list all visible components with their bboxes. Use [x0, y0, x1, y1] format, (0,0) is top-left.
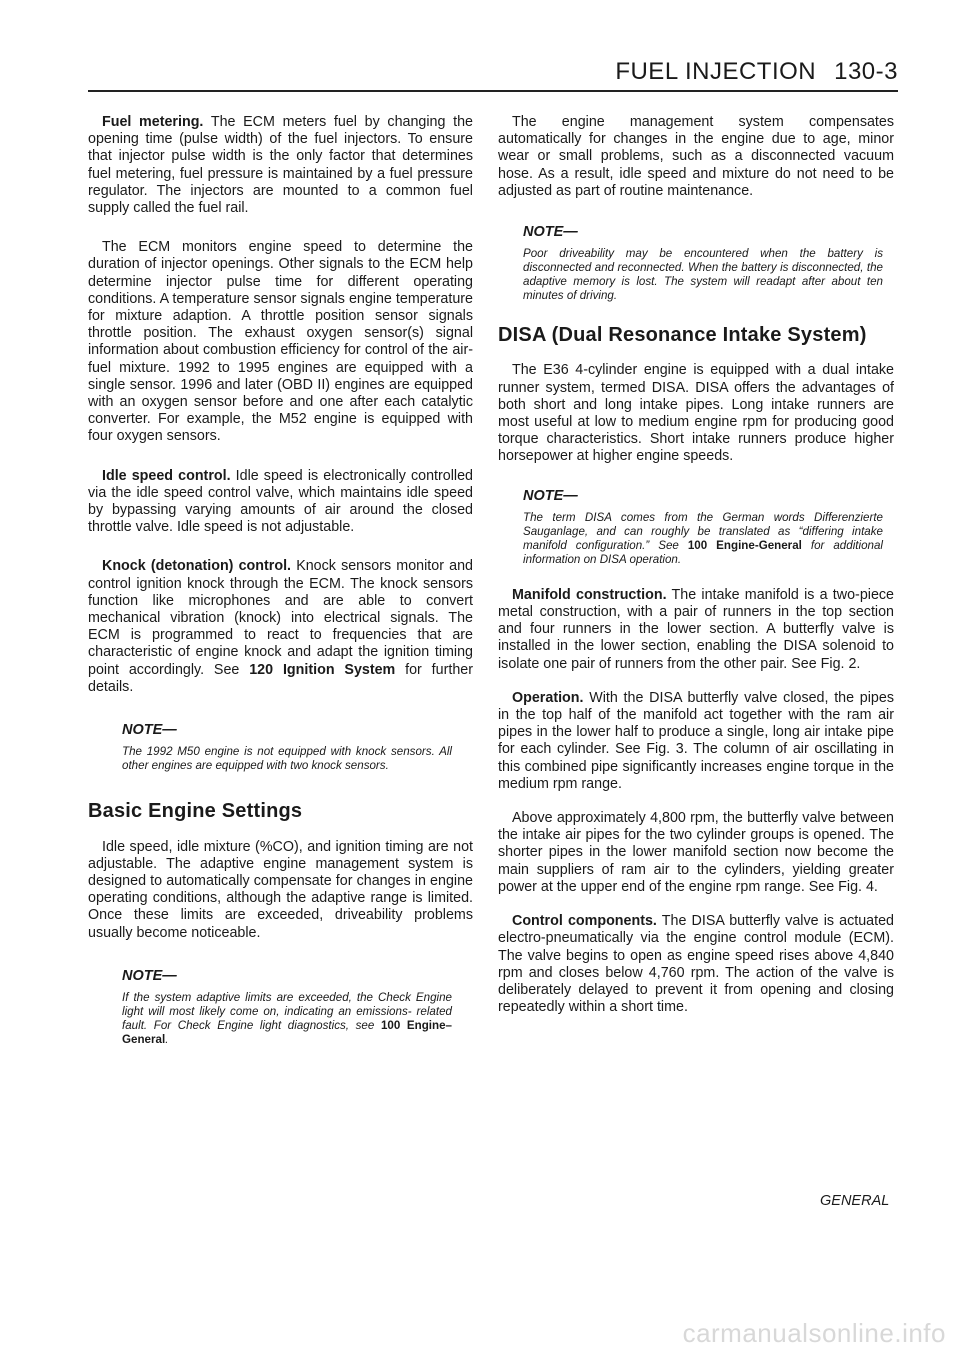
ref-engine-general: 100 Engine-General	[687, 538, 802, 552]
paragraph-basic-settings: Idle speed, idle mixture (%CO), and ignition timing are not adjustable. The adaptive engine management system is designed to automatically compensate for changes in engine operating conditions, although the adaptive range is limited. Once these limits are exceeded, driveability problems usually become noticeable.	[88, 838, 473, 941]
lead-operation: Operation.	[512, 689, 584, 706]
paragraph-idle-speed	[88, 468, 473, 537]
page-number: 130-3	[834, 58, 898, 85]
paragraph-operation	[498, 690, 894, 793]
text-fuel-metering: The ECM meters fuel by changing the opening time (pulse width) of the fuel injectors. To ensure that injector pulse width is the only factor that determines fuel metering, fuel pressure is maintained by a fuel pressure regulator. The injectors are mounted to a common fuel supply called the fuel rail.	[88, 114, 473, 217]
note-text: The term DISA comes from the German words Differenzierte Sauganlage, and can roughly be translated as “differing intake manifold configuration.” See	[523, 510, 883, 552]
ref-engine-general: 100 Engine–General	[122, 1018, 452, 1046]
page-header	[568, 58, 898, 86]
note-disa-term	[523, 488, 883, 567]
paragraph-manifold-construction	[498, 587, 894, 673]
paragraph-compensates: The engine management system compensates automatically for changes in the engine due to age, minor wear or small problems, such as a disconnected vacuum hose. As a result, idle speed and mixture do not need to be adjusted as part of routine maintenance.	[498, 114, 894, 199]
lead-idle-speed: Idle speed control.	[102, 467, 231, 484]
lead-knock-control: Knock (detonation) control.	[102, 558, 292, 575]
heading-basic-engine-settings: Basic Engine Settings	[88, 800, 303, 823]
paragraph-above-4800: Above approximately 4,800 rpm, the butterfly valve between the intake air pipes for the two cylinder groups is opened. The shorter pipes in the lower manifold section now become the main suppliers of ram air to the cylinders, yielding greater power at the upper end of the engine rpm range. See Fig. 4.	[498, 810, 894, 895]
watermark: carmanualsonline.info	[682, 1318, 946, 1348]
text-knock-control: Knock sensors monitor and control ignition knock through the ECM. The knock sensors function like microphones and are able to convert mechanical vibration (knock) into electrical signals. The ECM is programmed to react to frequencies that are characteristic of engine knock and adapt the ignition timing point accordingly. See	[88, 558, 473, 678]
paragraph-knock-control	[88, 558, 473, 696]
note-body	[122, 991, 452, 1047]
footer-label: GENERAL	[820, 1193, 890, 1209]
note-title: NOTE—	[523, 224, 578, 241]
ref-ignition-system: 120 Ignition System	[249, 661, 396, 678]
note-tail: .	[165, 1032, 169, 1046]
paragraph-control-components	[498, 913, 894, 1016]
header-rule	[88, 90, 898, 92]
note-tail: for additional information on DISA operation.	[523, 538, 883, 566]
note-body: The 1992 M50 engine is not equipped with knock sensors. All other engines are equipped with two knock sensors.	[122, 745, 452, 773]
paragraph-fuel-metering	[88, 114, 473, 217]
note-title: NOTE—	[122, 722, 177, 739]
note-text: If the system adaptive limits are exceeded, the Check Engine light will most likely come on, indicating an emissions- related fault. For Check Engine light diagnostics, see	[122, 990, 452, 1032]
note-title: NOTE—	[122, 967, 177, 984]
paragraph-ecm-monitors: The ECM monitors engine speed to determine the duration of injector openings. Other signals to the ECM help determine injector pulse time for different operating conditions. A temperature sensor signals engine temperature for mixture adaption. A throttle position sensor signals throttle position. The exhaust oxygen sensor(s) signal information about combustion efficiency for control of the air-fuel mixture. 1992 to 1995 engines are equipped with a single sensor. 1996 and later (OBD II) engines are equipped with an oxygen sensor before and one after each catalytic converter. For example, the M52 engine is equipped with four oxygen sensors.	[88, 239, 473, 445]
text-operation: With the DISA butterfly valve closed, the pipes in the top half of the manifold act together with the ram air pipes in the lower half to produce a single, long air intake pipe for each cylinder. See Fig. 3. The column of air oscillating in this combined pipe significantly increases engine torque in the medium rpm range.	[498, 689, 894, 792]
note-body	[523, 511, 883, 567]
right-column	[498, 114, 894, 1033]
paragraph-disa-intro: The E36 4-cylinder engine is equipped with a dual intake runner system, termed DISA. DISA offers the advantages of both short and long intake pipes. Long intake runners are most useful at low to medium engine rpm for producing good torque characteristics. Short intake runners produce higher horsepower at higher engine speeds.	[498, 362, 894, 465]
lead-fuel-metering: Fuel metering.	[102, 114, 204, 130]
note-body: Poor driveability may be encountered when the battery is disconnected and reconnected. When the battery is disconnected, the adaptive memory is lost. The system will readapt after about ten minutes of driving.	[523, 247, 883, 303]
text-manifold-construction: The intake manifold is a two-piece metal construction, with a pair of runners in the top section and four runners in the lower section. A butterfly valve is installed in the lower section, enabling the DISA solenoid to isolate one pair of runners from the other pair. See Fig. 2.	[498, 586, 894, 672]
lead-manifold-construction: Manifold construction.	[512, 586, 667, 603]
note-knock-sensors	[122, 722, 452, 773]
text-control-components: The DISA butterfly valve is actuated electro-pneumatically via the engine control module (ECM). The valve begins to open as engine speed rises above 4,840 rpm and closes below 4,760 rpm. The action of the valve is deliberately delayed to prevent it from opening and closing repeatedly within a short time.	[498, 913, 894, 1016]
note-check-engine	[122, 968, 452, 1047]
note-title: NOTE—	[523, 487, 578, 504]
note-driveability	[523, 224, 883, 303]
text-idle-speed: Idle speed is electronically controlled via the idle speed control valve, which maintains idle speed by bypassing varying amounts of air around the closed throttle valve. Idle speed is not adjustable.	[88, 467, 473, 536]
left-column	[88, 114, 473, 1067]
text-knock-tail: for further details.	[88, 661, 473, 695]
heading-disa: DISA (Dual Resonance Intake System)	[498, 324, 867, 347]
section-title: FUEL INJECTION	[615, 58, 817, 85]
lead-control-components: Control components.	[512, 913, 657, 930]
